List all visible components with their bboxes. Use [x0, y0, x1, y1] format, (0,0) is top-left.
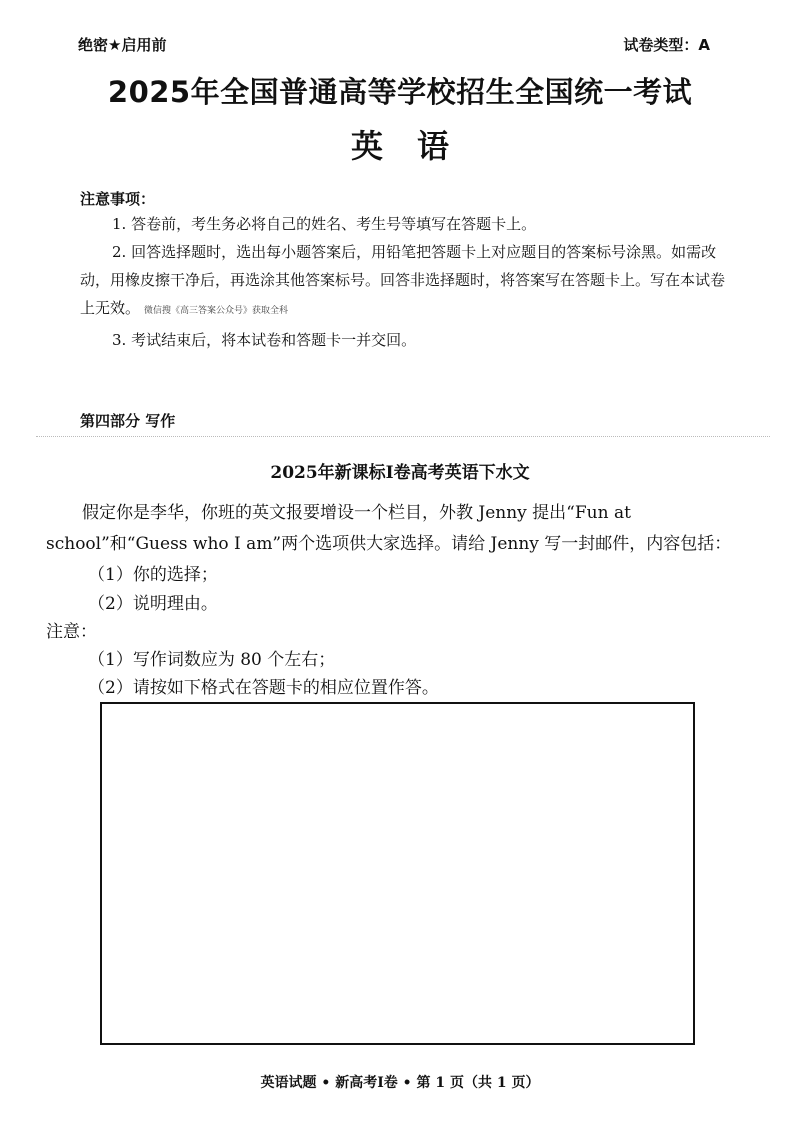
page-footer: 英语试题 • 新高考I卷 • 第 1 页（共 1 页） [260, 1075, 540, 1091]
requirement-1: （1）你的选择； [88, 565, 218, 585]
writing-note-2: （2）请按如下格式在答题卡的相应位置作答。 [88, 678, 439, 698]
writing-note-1: （1）写作词数应为 80 个左右； [88, 650, 336, 670]
notice-label: 注意： [46, 622, 97, 642]
exam-title: 2025年全国普通高等学校招生全国统一考试 [107, 75, 693, 109]
essay-title: 2025年新课标I卷高考英语下水文 [270, 463, 530, 483]
section-heading: 第四部分 写作 [80, 412, 176, 430]
note-item-2 [80, 238, 730, 325]
note-item-3: 3. 考试结束后，将本试卷和答题卡一并交回。 [112, 331, 417, 349]
writing-prompt: 假定你是李华，你班的英文报要增设一个栏目，外教 Jenny 提出“Fun at school”和“Guess who I am”两个选项供大家选择。请给 Jenny 写一封邮件，内容包括： [46, 503, 732, 554]
note-item-1: 1. 答卷前，考生务必将自己的姓名、考生号等填写在答题卡上。 [112, 215, 537, 233]
confidential-label: 绝密★启用前 [78, 36, 167, 54]
note-item-2-text: 2. 回答选择题时，选出每小题答案后，用铅笔把答题卡上对应题目的答案标号涂黑。如需改动，用橡皮擦干净后，再选涂其他答案标号。回答非选择题时，将答案写在答题卡上。写在本试卷上无效。 [80, 243, 726, 317]
requirement-2: （2）说明理由。 [88, 594, 218, 614]
notes-heading: 注意事项： [80, 190, 156, 208]
answer-box [100, 702, 695, 1045]
paper-type-label: 试卷类型：A [623, 36, 710, 54]
watermark-text: 微信搜《高三答案公众号》获取全科 [144, 306, 289, 316]
section-divider [36, 436, 770, 437]
subject-title: 英语 [350, 127, 483, 165]
